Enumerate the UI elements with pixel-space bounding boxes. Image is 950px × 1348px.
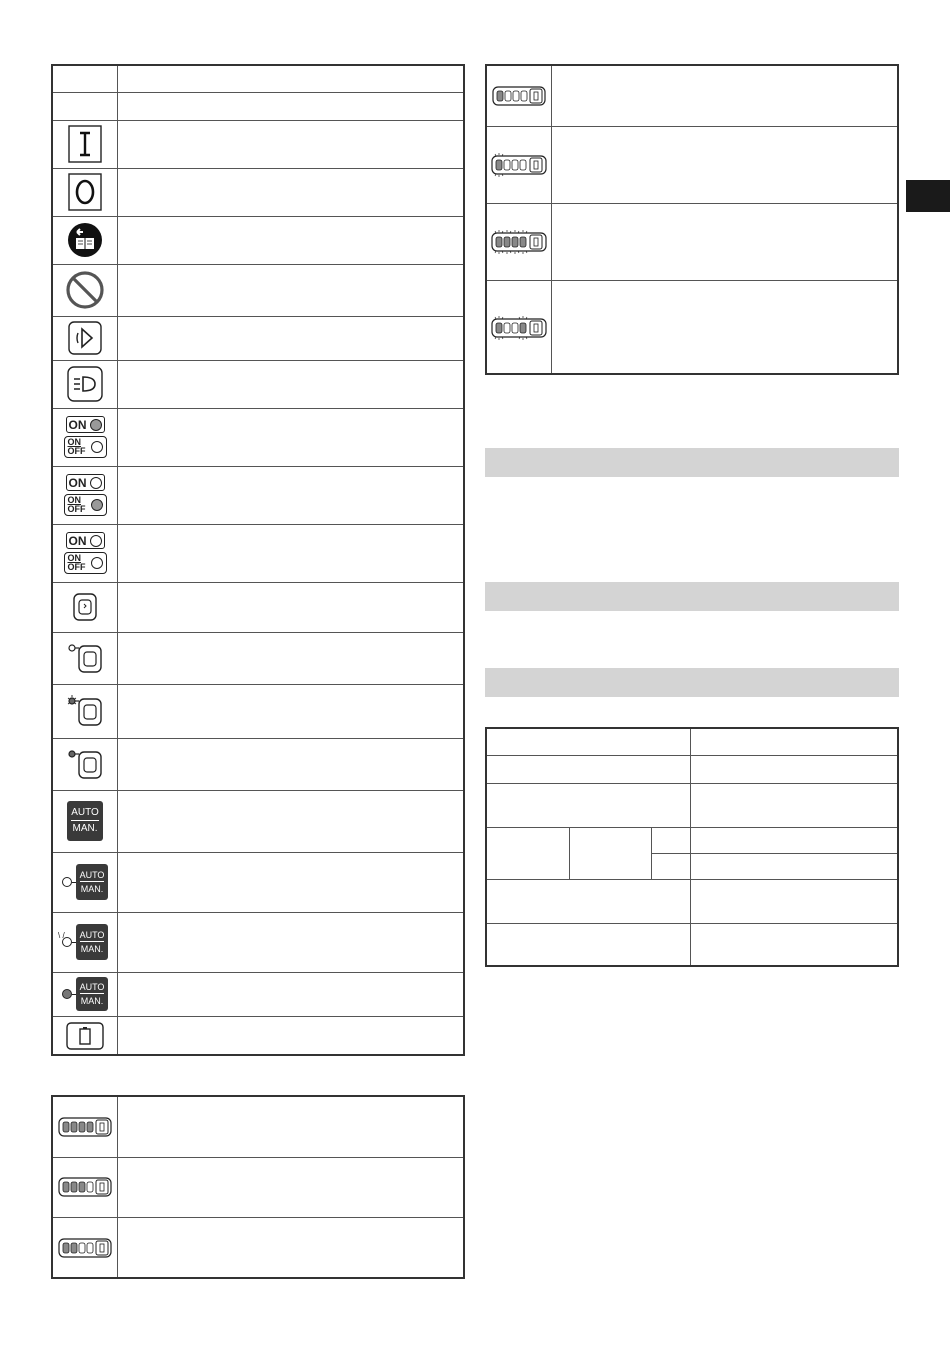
- indicator-unlit-icon: [91, 441, 103, 453]
- light-icon: [67, 366, 103, 402]
- on-label: ON: [68, 417, 87, 432]
- lamp-on-icon: [62, 989, 72, 999]
- man-label: MAN.: [80, 995, 104, 1006]
- battery-alternate-blink-icon: [491, 315, 547, 341]
- power-off-icon: [68, 173, 102, 211]
- specifications-table: [485, 727, 899, 967]
- section-header-bar-3: [485, 668, 899, 697]
- on-label: ON: [68, 533, 87, 548]
- auto-man-badge: [76, 977, 108, 1011]
- battery-icon: [66, 1022, 104, 1050]
- symbol-table: [51, 64, 465, 1056]
- battery-level-1-blink-icon: [491, 152, 547, 178]
- battery-level-2-icon: [58, 1238, 112, 1258]
- lamp-blink-icon: \ /: [62, 937, 72, 947]
- indicator-unlit-icon: [91, 557, 103, 569]
- on-label: ON: [68, 475, 87, 490]
- onoff-bottom-label: OFF: [67, 446, 86, 456]
- battery-level-1-icon: [492, 86, 546, 106]
- man-label: MAN.: [80, 883, 104, 894]
- mode-switch-icon: [68, 321, 102, 355]
- section-header-bar-2: [485, 582, 899, 611]
- lamp-off-icon: [62, 877, 72, 887]
- indicator-unlit-icon: [90, 477, 102, 489]
- battery-level-4-icon: [58, 1117, 112, 1137]
- power-on-icon: [68, 125, 102, 163]
- side-chapter-tab: [906, 180, 950, 212]
- onoff-top-label: ON: [67, 437, 81, 447]
- read-manual-icon: [67, 222, 103, 258]
- auto-label: AUTO: [71, 807, 99, 821]
- man-label: MAN.: [72, 823, 98, 834]
- section-header-bar-1: [485, 448, 899, 477]
- indicator-unlit-icon: [90, 535, 102, 547]
- auto-man-badge: [67, 801, 103, 841]
- battery-level-3-icon: [58, 1177, 112, 1197]
- indicator-lit-icon: [91, 499, 103, 511]
- wireless-lamp-on-icon: [67, 748, 103, 780]
- onoff-top-label: ON: [67, 495, 81, 505]
- man-label: MAN.: [80, 943, 104, 954]
- onoff-top-label: ON: [67, 553, 81, 563]
- onoff-bottom-label: OFF: [67, 504, 86, 514]
- auto-man-badge: [76, 924, 108, 960]
- auto-man-badge: [76, 864, 108, 900]
- auto-label: AUTO: [79, 981, 105, 992]
- battery-level-table-a: [51, 1095, 465, 1279]
- wireless-lamp-blink-icon: [67, 693, 103, 729]
- auto-label: AUTO: [79, 869, 105, 880]
- wireless-button-icon: [72, 592, 98, 622]
- wireless-lamp-off-icon: [67, 642, 103, 674]
- battery-all-blink-icon: [491, 229, 547, 255]
- onoff-bottom-label: OFF: [67, 562, 86, 572]
- indicator-lit-icon: [90, 419, 102, 431]
- battery-level-table-b: [485, 64, 899, 375]
- auto-label: AUTO: [79, 929, 105, 940]
- prohibited-icon: [65, 270, 105, 310]
